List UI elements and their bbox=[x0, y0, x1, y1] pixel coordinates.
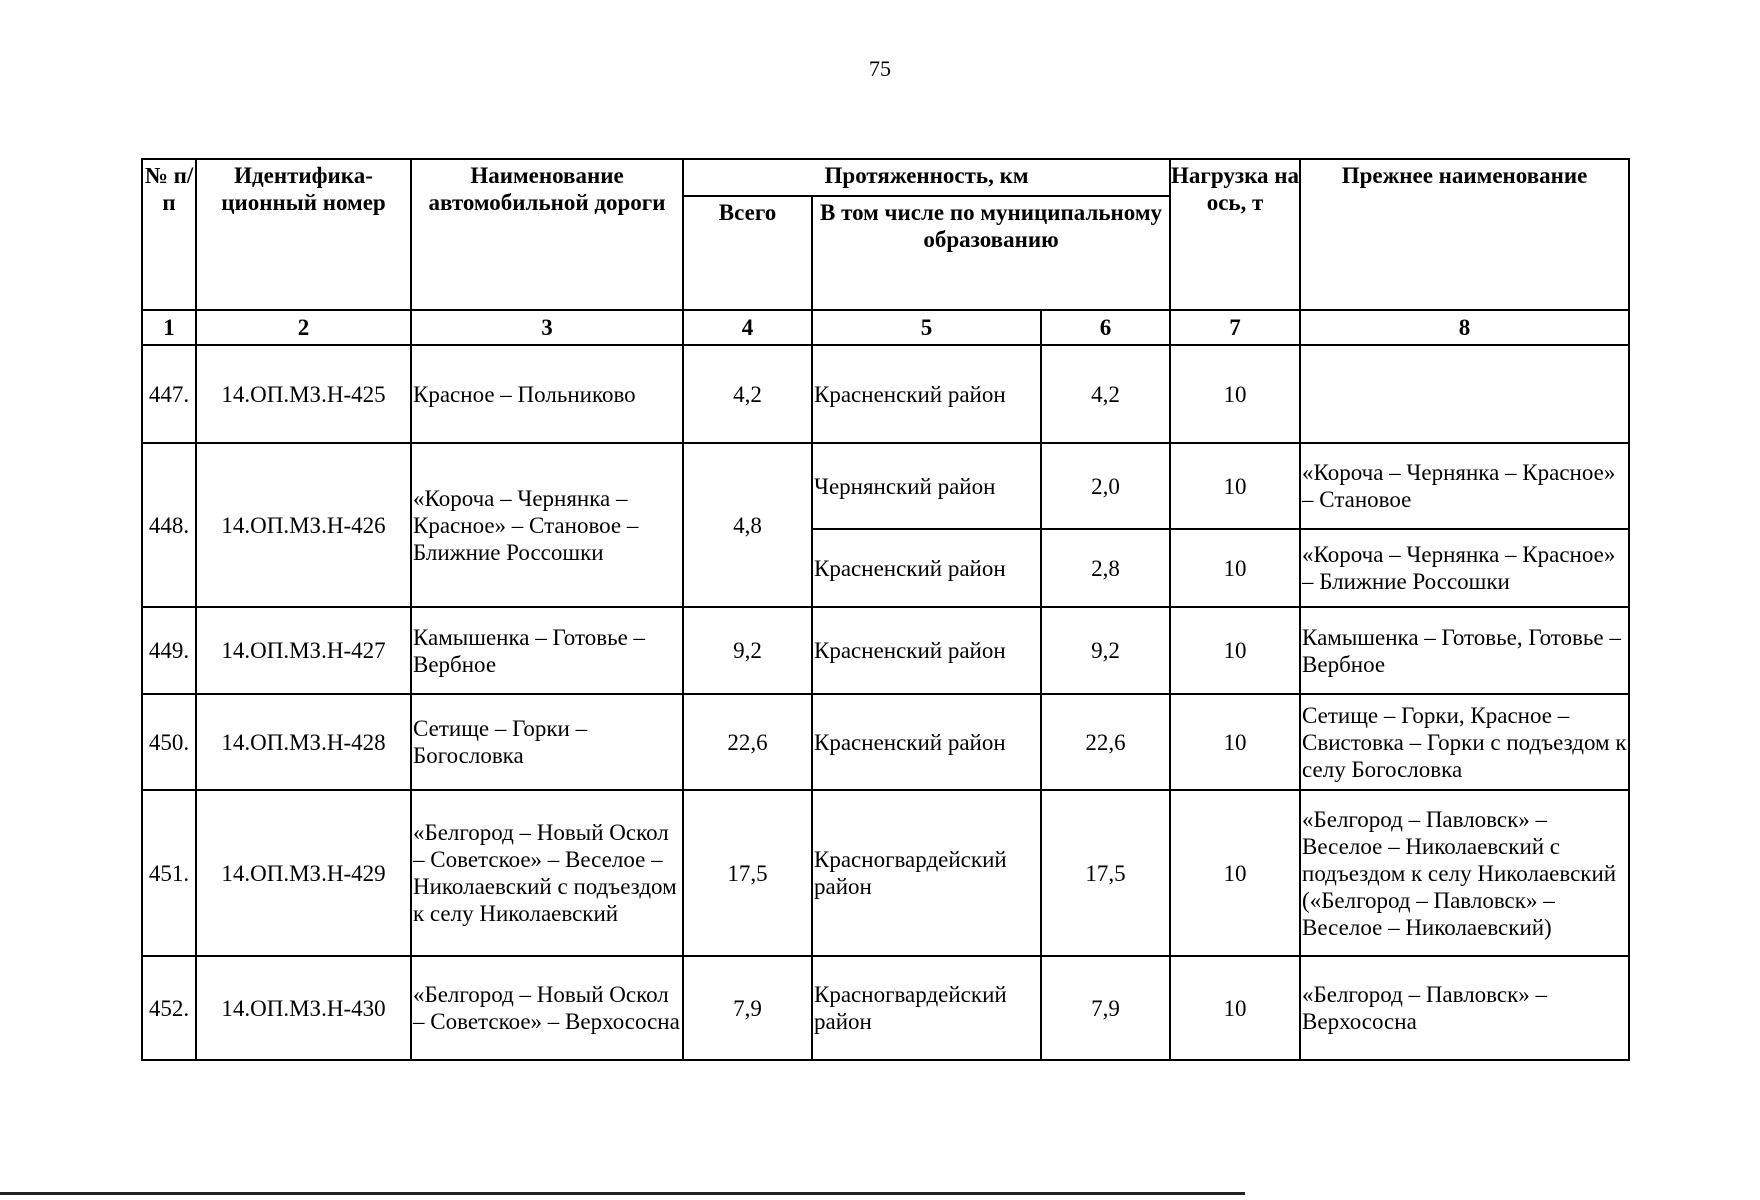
length-total: 17,5 bbox=[683, 790, 812, 956]
road-name: «Короча – Чернянка – Красное» – Становое – Ближние Россошки bbox=[411, 443, 683, 607]
axle-load: 10 bbox=[1170, 790, 1300, 956]
district: Красненский район bbox=[812, 694, 1041, 790]
header-total: Всего bbox=[683, 196, 812, 310]
row-num: 452. bbox=[142, 956, 196, 1060]
column-number: 1 bbox=[142, 310, 196, 345]
row-num: 450. bbox=[142, 694, 196, 790]
district-length: 4,2 bbox=[1041, 345, 1170, 443]
bottom-rule bbox=[0, 1192, 1245, 1195]
district: Красногвардейский район bbox=[812, 790, 1041, 956]
header-num: № п/п bbox=[142, 159, 196, 310]
road-name: Камышенка – Готовье – Вербное bbox=[411, 607, 683, 694]
road-id: 14.ОП.МЗ.Н-427 bbox=[196, 607, 411, 694]
header-by-municipality: В том числе по муниципальному образованию bbox=[812, 196, 1170, 310]
former-name: Камышенка – Готовье, Готовье – Вербное bbox=[1300, 607, 1629, 694]
column-number: 6 bbox=[1041, 310, 1170, 345]
road-id: 14.ОП.МЗ.Н-428 bbox=[196, 694, 411, 790]
former-name: «Короча – Чернянка – Красное» – Ближние Россошки bbox=[1300, 529, 1629, 607]
column-number: 7 bbox=[1170, 310, 1300, 345]
axle-load: 10 bbox=[1170, 607, 1300, 694]
district-length: 7,9 bbox=[1041, 956, 1170, 1060]
district-length: 2,0 bbox=[1041, 443, 1170, 529]
former-name: «Белгород – Павловск» – Веселое – Николаевский с подъездом к селу Николаевский («Белгород – Павловск» – Веселое – Николаевский) bbox=[1300, 790, 1629, 956]
table-row bbox=[142, 956, 1629, 1060]
district: Красненский район bbox=[812, 345, 1041, 443]
former-name: «Короча – Чернянка – Красное» – Становое bbox=[1300, 443, 1629, 529]
length-total: 22,6 bbox=[683, 694, 812, 790]
road-id: 14.ОП.МЗ.Н-426 bbox=[196, 443, 411, 607]
former-name: «Белгород – Павловск» – Верхососна bbox=[1300, 956, 1629, 1060]
length-total: 4,2 bbox=[683, 345, 812, 443]
district: Красненский район bbox=[812, 607, 1041, 694]
row-num: 449. bbox=[142, 607, 196, 694]
table-row bbox=[142, 694, 1629, 790]
axle-load: 10 bbox=[1170, 345, 1300, 443]
column-number: 5 bbox=[812, 310, 1041, 345]
axle-load: 10 bbox=[1170, 529, 1300, 607]
header-id: Идентифика-ционный номер bbox=[196, 159, 411, 310]
page-number: 75 bbox=[869, 56, 891, 81]
district-length: 17,5 bbox=[1041, 790, 1170, 956]
row-num: 451. bbox=[142, 790, 196, 956]
axle-load: 10 bbox=[1170, 956, 1300, 1060]
road-name: «Белгород – Новый Оскол – Советское» – Веселое – Николаевский с подъездом к селу Николаевский bbox=[411, 790, 683, 956]
row-num: 447. bbox=[142, 345, 196, 443]
column-number: 4 bbox=[683, 310, 812, 345]
column-number: 2 bbox=[196, 310, 411, 345]
column-number: 8 bbox=[1300, 310, 1629, 345]
axle-load: 10 bbox=[1170, 443, 1300, 529]
road-name: Сетище – Горки – Богословка bbox=[411, 694, 683, 790]
column-number: 3 bbox=[411, 310, 683, 345]
table-row bbox=[142, 790, 1629, 956]
length-total: 7,9 bbox=[683, 956, 812, 1060]
road-id: 14.ОП.МЗ.Н-430 bbox=[196, 956, 411, 1060]
length-total: 9,2 bbox=[683, 607, 812, 694]
length-total: 4,8 bbox=[683, 443, 812, 607]
row-num: 448. bbox=[142, 443, 196, 607]
table-row bbox=[142, 607, 1629, 694]
table-row bbox=[142, 345, 1629, 443]
road-name: Красное – Польниково bbox=[411, 345, 683, 443]
road-id: 14.ОП.МЗ.Н-429 bbox=[196, 790, 411, 956]
header-name: Наименование автомобильной дороги bbox=[411, 159, 683, 310]
header-former-name: Прежнее наименование bbox=[1300, 159, 1629, 310]
header-axle-load: Нагрузка на ось, т bbox=[1170, 159, 1300, 310]
former-name: Сетище – Горки, Красное – Свистовка – Горки с подъездом к селу Богословка bbox=[1300, 694, 1629, 790]
road-name: «Белгород – Новый Оскол – Советское» – Верхососна bbox=[411, 956, 683, 1060]
district-length: 22,6 bbox=[1041, 694, 1170, 790]
district-length: 2,8 bbox=[1041, 529, 1170, 607]
district: Красногвардейский район bbox=[812, 956, 1041, 1060]
district: Красненский район bbox=[812, 529, 1041, 607]
roads-table bbox=[141, 158, 1630, 1061]
district: Чернянский район bbox=[812, 443, 1041, 529]
road-id: 14.ОП.МЗ.Н-425 bbox=[196, 345, 411, 443]
former-name bbox=[1300, 345, 1629, 443]
table-row bbox=[142, 443, 1629, 529]
axle-load: 10 bbox=[1170, 694, 1300, 790]
district-length: 9,2 bbox=[1041, 607, 1170, 694]
header-length: Протяженность, км bbox=[683, 159, 1170, 196]
